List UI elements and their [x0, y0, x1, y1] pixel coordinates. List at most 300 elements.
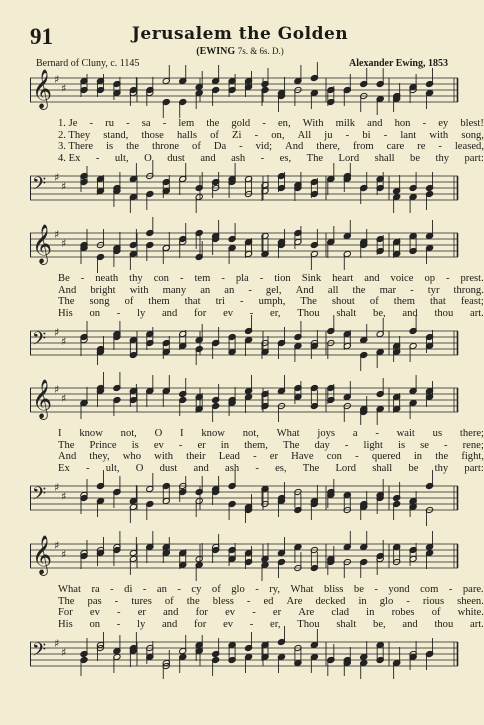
lyric-syllable: -	[344, 439, 349, 451]
lyric-syllable: shall	[374, 152, 395, 164]
lyric-syllable: con	[153, 273, 169, 284]
lyric-line	[58, 153, 484, 165]
lyric-line	[58, 308, 484, 320]
sharp-icon: ♯	[54, 637, 60, 650]
lyric-syllable: ly	[137, 307, 146, 319]
lyric-syllable: -	[89, 118, 94, 129]
lyric-syllable: -	[259, 273, 264, 284]
lyric-syllable: and	[364, 273, 380, 284]
lyric-syllable: blest!	[460, 118, 484, 129]
lyric-line	[58, 619, 484, 631]
lyric-syllable: be,	[373, 307, 386, 319]
treble-staff	[30, 225, 458, 273]
lyric-syllable: an	[200, 284, 211, 296]
lyric-syllable: white.	[457, 607, 484, 619]
treble-clef-icon: 𝄞	[32, 535, 53, 575]
lyric-syllable: pas	[87, 595, 102, 607]
lyric-syllable: thy	[129, 273, 143, 284]
sharp-icon: ♯	[61, 646, 67, 659]
lyric-syllable: The	[300, 296, 317, 308]
lyric-syllable: shalt	[336, 307, 357, 319]
lyric-syllable: be	[408, 462, 419, 474]
tune-name	[0, 46, 480, 57]
lyric-syllable: and	[161, 618, 178, 630]
lyric-syllable: With	[302, 118, 324, 129]
lyric-syllable: Ex	[58, 462, 70, 474]
lyric-syllable: and	[200, 152, 216, 164]
lyric-syllable: er	[272, 607, 282, 619]
lyric-syllable: Have	[291, 451, 314, 463]
lyric-syllable: -	[116, 307, 121, 319]
lyric-syllable: of	[369, 296, 379, 308]
lyric-syllable: with	[154, 451, 174, 463]
composer-credit: Alexander Ewing, 1853	[349, 58, 448, 69]
sharp-icon: ♯	[54, 326, 60, 339]
lyric-syllable: -	[95, 152, 100, 164]
lyric-syllable: -	[375, 428, 379, 439]
lyric-line	[58, 451, 484, 463]
lyric-syllable: the	[126, 141, 140, 153]
lyric-syllable: -	[255, 584, 259, 595]
lyric-syllable: feast;	[460, 296, 484, 308]
lyric-syllable: not,	[120, 428, 137, 439]
lyric-syllable: art.	[470, 618, 484, 630]
sharp-icon: ♯	[61, 180, 67, 193]
lyric-syllable: -	[85, 462, 90, 474]
lyric-syllable: wait	[396, 428, 415, 439]
lyric-syllable: for	[195, 607, 208, 619]
lyric-syllable: care	[386, 141, 405, 153]
lyric-syllable: Are	[286, 595, 303, 607]
lyric-syllable: For	[58, 607, 73, 619]
lyric-syllable: and	[402, 618, 418, 630]
lyric-syllable: -	[252, 607, 256, 619]
bass-clef-icon: 𝄢	[32, 640, 47, 665]
lyric-syllable: of	[164, 595, 174, 607]
lyric-syllable: The	[306, 152, 324, 164]
lyrics-block-2	[58, 273, 484, 319]
lyric-line	[58, 130, 484, 142]
lyric-syllable: And	[295, 284, 314, 296]
lyric-syllable: know	[201, 428, 225, 439]
lyric-syllable: bliss	[323, 584, 344, 595]
lyric-syllable: in	[366, 607, 375, 619]
lyric-syllable: ru	[105, 118, 114, 129]
lyric-syllable: 2. They	[58, 129, 91, 141]
sharp-icon: ♯	[61, 548, 67, 561]
lyric-syllable: gold	[231, 118, 251, 129]
lyric-syllable: -	[383, 129, 388, 141]
lyric-syllable: ult,	[105, 462, 120, 474]
lyric-syllable: Thou	[297, 307, 320, 319]
lyric-syllable: prest.	[460, 273, 484, 284]
lyric-syllable: hon	[394, 118, 411, 129]
lyric-syllable: part:	[464, 462, 484, 474]
lyric-syllable: thy	[435, 152, 450, 164]
lyric-syllable: com	[420, 584, 439, 595]
lyric-syllable: with	[129, 284, 149, 296]
lyric-syllable: -	[262, 118, 266, 129]
lyric-syllable: neath	[95, 273, 119, 284]
hymn-title: Jerusalem the Golden	[131, 24, 349, 44]
lyric-syllable: there;	[459, 428, 484, 439]
lyric-syllable: -	[345, 129, 350, 141]
lyric-syllable: O	[135, 462, 144, 474]
lyric-line	[58, 596, 484, 608]
sharp-icon: ♯	[54, 481, 60, 494]
lyric-syllable: tri	[215, 296, 225, 308]
lyric-syllable: Be	[58, 273, 70, 284]
lyric-syllable: Prince	[89, 439, 117, 451]
bass-staff	[30, 476, 458, 528]
lyric-syllable: with	[429, 129, 449, 141]
lyric-syllable: Lord	[338, 152, 360, 164]
lyric-syllable: be	[353, 584, 364, 595]
lyric-syllable: ev	[225, 607, 236, 619]
lyric-syllable: throng.	[453, 284, 484, 296]
lyric-syllable: What	[276, 428, 300, 439]
lyric-syllable: for	[193, 618, 207, 630]
lyric-syllable: art.	[470, 307, 484, 319]
treble-clef-icon: 𝄞	[32, 379, 53, 419]
lyric-syllable: the	[352, 284, 366, 296]
lyric-line	[58, 296, 484, 308]
lyric-line	[58, 463, 484, 475]
lyric-syllable: from	[353, 141, 374, 153]
lyric-syllable: song	[89, 296, 110, 308]
lyric-syllable: es,	[275, 462, 287, 474]
treble-clef-icon: 𝄞	[32, 69, 53, 109]
lyric-syllable: the	[206, 118, 220, 129]
lyric-syllable: glo	[379, 595, 394, 607]
tune-label: (EWING	[196, 46, 236, 57]
lyric-syllable: on	[89, 307, 101, 319]
treble-staff	[30, 380, 458, 428]
lyric-syllable: in	[413, 451, 423, 463]
lyric-syllable: umph,	[258, 296, 286, 308]
lyrics-block-1	[58, 118, 484, 164]
lyric-syllable: ly	[137, 618, 146, 630]
lyric-syllable: ash	[231, 152, 246, 164]
lyric-syllable: joys	[317, 428, 336, 439]
lyric-line	[58, 273, 484, 285]
lyric-syllable: voice	[390, 273, 414, 284]
lyric-line	[58, 141, 484, 153]
lyric-syllable: -	[448, 584, 453, 595]
lyric-syllable: mar	[379, 284, 397, 296]
lyric-syllable: se	[420, 439, 429, 451]
lyric-syllable: ev	[223, 618, 234, 630]
lyric-syllable: -	[110, 584, 114, 595]
lyric-syllable: and	[193, 462, 209, 474]
sharp-icon: ♯	[54, 171, 60, 184]
lyric-syllable: of	[124, 296, 134, 308]
sharp-icon: ♯	[54, 228, 60, 241]
lyric-syllable: throne	[152, 141, 180, 153]
lyrics-block-4	[58, 584, 484, 630]
lyric-syllable: Zi	[232, 129, 242, 141]
lyric-syllable: pare.	[462, 584, 484, 595]
lyric-syllable: re	[417, 141, 426, 153]
lyric-syllable: of	[192, 141, 201, 153]
lyric-syllable: thy	[434, 462, 449, 474]
lyric-syllable: The	[58, 595, 75, 607]
lyric-syllable: -	[221, 273, 225, 284]
lyric-syllable: The	[58, 439, 75, 451]
lyric-line	[58, 607, 484, 619]
meter-label: 7s. & 6s. D.)	[237, 46, 284, 56]
lyric-syllable: I	[58, 428, 62, 439]
lyric-syllable: -	[406, 595, 410, 607]
lyric-syllable: glo	[231, 584, 245, 595]
lyric-syllable: they,	[89, 451, 110, 463]
sharp-icon: ♯	[61, 490, 67, 503]
lyric-syllable: -	[253, 451, 257, 463]
lyric-syllable: yond	[388, 584, 410, 595]
lyric-syllable: con	[326, 451, 342, 463]
lyric-syllable: -	[446, 273, 450, 284]
lyric-syllable: I	[180, 428, 184, 439]
lyric-syllable: -	[117, 607, 121, 619]
lyric-syllable: en,	[277, 118, 291, 129]
lyric-syllable: not,	[242, 428, 259, 439]
lyric-syllable: in	[358, 595, 367, 607]
lyric-syllable: decked	[315, 595, 346, 607]
lyric-syllable: -	[260, 152, 265, 164]
lyric-syllable: on	[89, 618, 101, 630]
lyric-syllable: ed	[263, 595, 274, 607]
lyric-syllable: on,	[271, 129, 285, 141]
lyric-syllable: His	[58, 307, 73, 319]
lyric-syllable: sheen.	[457, 595, 484, 607]
lyric-syllable: es,	[279, 152, 292, 164]
lyric-syllable: bright	[90, 284, 116, 296]
lyric-syllable: in	[220, 439, 230, 451]
lyric-syllable: Lord	[335, 462, 357, 474]
lyric-syllable: op	[424, 273, 436, 284]
lyric-syllable: them	[393, 296, 415, 308]
treble-staff	[30, 536, 458, 584]
lyric-syllable: er,	[270, 307, 281, 319]
lyric-syllable: er	[197, 439, 206, 451]
sharp-icon: ♯	[61, 392, 67, 405]
lyric-syllable: leased,	[454, 141, 484, 153]
lyric-syllable: robes	[391, 607, 415, 619]
lyric-syllable: all	[327, 284, 339, 296]
lyric-syllable: 1. Je	[58, 118, 78, 129]
lyric-syllable: His	[58, 618, 73, 630]
lyric-syllable: What	[290, 584, 314, 595]
lyric-syllable: 4. Ex	[58, 152, 81, 164]
lyric-syllable: tyr	[427, 284, 440, 296]
lyric-syllable: The	[283, 439, 300, 451]
lyric-syllable: -	[246, 595, 251, 607]
lyric-syllable: be	[410, 152, 421, 164]
lyric-syllable: Lead	[218, 451, 240, 463]
lyric-syllable: that	[429, 296, 446, 308]
lyric-syllable: pla	[235, 273, 249, 284]
bass-staff	[30, 321, 458, 373]
lyric-syllable: ey	[438, 118, 449, 129]
bass-clef-icon: 𝄢	[32, 329, 47, 354]
lyric-syllable: The	[58, 296, 75, 308]
sharp-icon: ♯	[61, 335, 67, 348]
lyric-syllable: heart	[332, 273, 354, 284]
lyric-line	[58, 428, 484, 440]
lyric-syllable: and	[367, 118, 383, 129]
lyric-syllable: shall	[372, 462, 393, 474]
lyric-syllable: fight,	[461, 451, 484, 463]
lyric-syllable: stand,	[103, 129, 129, 141]
lyric-syllable: -	[240, 296, 244, 308]
lyric-syllable: milk	[335, 118, 356, 129]
sharp-icon: ♯	[54, 539, 60, 552]
lyric-syllable: -	[142, 584, 147, 595]
lyric-syllable: of	[211, 584, 221, 595]
lyric-syllable: thou	[434, 618, 454, 630]
sharp-icon: ♯	[61, 237, 67, 250]
lyric-syllable: -	[80, 273, 85, 284]
lyric-syllable: the	[186, 595, 200, 607]
lyric-syllable: -	[355, 451, 359, 463]
lyric-syllable: ju	[324, 129, 333, 141]
sharp-icon: ♯	[54, 383, 60, 396]
lyric-syllable: dust	[159, 462, 178, 474]
lyric-syllable: ev	[223, 307, 234, 319]
lyric-syllable: their	[186, 451, 206, 463]
bass-clef-icon: 𝄢	[32, 484, 47, 509]
lyric-syllable: a	[352, 428, 358, 439]
lyric-syllable: All	[297, 129, 312, 141]
lyric-syllable: er,	[270, 618, 281, 630]
lyric-syllable: tion	[274, 273, 291, 284]
lyric-syllable: -	[239, 141, 243, 153]
lyric-syllable: ra	[91, 584, 100, 595]
lyric-syllable: rene;	[462, 439, 484, 451]
lyric-syllable: -	[249, 618, 254, 630]
lyric-line	[58, 440, 484, 452]
treble-staff	[30, 70, 458, 118]
lyric-syllable: -	[410, 284, 414, 296]
lyric-syllable: -	[444, 439, 448, 451]
lyric-syllable: The	[302, 462, 320, 474]
lyric-syllable: clad	[331, 607, 350, 619]
lyric-syllable: them	[148, 296, 170, 308]
lyric-syllable: -	[255, 462, 259, 474]
lyric-syllable: Da	[213, 141, 227, 153]
lyric-line	[58, 118, 484, 130]
lyric-syllable: the	[435, 451, 449, 463]
lyric-syllable: and	[161, 307, 178, 319]
lyric-syllable: of	[210, 129, 219, 141]
bass-staff	[30, 166, 458, 218]
lyric-syllable: O	[144, 152, 152, 164]
bass-staff	[30, 632, 458, 684]
lyric-syllable: -	[126, 118, 130, 129]
lyric-syllable: gel,	[265, 284, 282, 296]
lyric-syllable: day	[314, 439, 330, 451]
lyric-syllable: there,	[316, 141, 341, 153]
lyric-syllable: vid;	[255, 141, 273, 153]
lyric-syllable: er	[269, 451, 279, 463]
lyric-syllable: tures	[131, 595, 152, 607]
sharp-icon: ♯	[61, 82, 67, 95]
lyric-syllable: -	[374, 584, 378, 595]
lyric-syllable: many	[162, 284, 187, 296]
lyric-syllable: for	[193, 307, 207, 319]
lyric-line	[58, 285, 484, 297]
lyric-syllable: light	[363, 439, 383, 451]
lyric-syllable: part:	[464, 152, 484, 164]
lyric-syllable: ev	[89, 607, 100, 619]
lyric-syllable: and	[402, 307, 418, 319]
lyric-syllable: of	[431, 607, 441, 619]
lyric-syllable: is	[131, 439, 139, 451]
lyric-syllable: -	[249, 307, 254, 319]
lyric-syllable: -	[248, 284, 252, 296]
lyric-syllable: -	[177, 584, 181, 595]
lyric-syllable: them,	[244, 439, 268, 451]
lyric-syllable: -	[178, 439, 183, 451]
lyric-syllable: lem	[178, 118, 195, 129]
lyric-syllable: tem	[194, 273, 211, 284]
lyric-syllable: shalt	[336, 618, 357, 630]
lyric-syllable: an	[156, 584, 167, 595]
lyric-syllable: ry,	[269, 584, 281, 595]
lyric-syllable: is	[106, 141, 114, 153]
lyric-syllable: know	[79, 428, 103, 439]
lyric-syllable: 3. There	[58, 141, 94, 153]
lyric-syllable: and	[163, 607, 179, 619]
lyric-syllable: Sink	[301, 273, 322, 284]
lyric-syllable: halls	[176, 129, 197, 141]
lyric-syllable: -	[162, 118, 167, 129]
lyric-syllable: -	[116, 618, 121, 630]
lyric-syllable: song,	[461, 129, 484, 141]
lyric-syllable: -	[438, 141, 442, 153]
sharp-icon: ♯	[54, 73, 60, 86]
lyric-syllable: that	[184, 296, 201, 308]
lyric-syllable: is	[398, 439, 406, 451]
lyric-syllable: dust	[167, 152, 185, 164]
lyric-syllable: -	[422, 118, 427, 129]
lyric-syllable: quered	[371, 451, 401, 463]
lyric-syllable: ev	[153, 439, 164, 451]
lyric-syllable: -	[114, 595, 119, 607]
lyric-syllable: rious	[422, 595, 445, 607]
lyric-syllable: shout	[331, 296, 355, 308]
lyric-syllable: -	[179, 273, 184, 284]
lyric-syllable: What	[58, 584, 81, 595]
lyrics-block-3	[58, 428, 484, 474]
lyric-syllable: be,	[373, 618, 386, 630]
lyric-syllable: O	[154, 428, 163, 439]
bass-clef-icon: 𝄢	[32, 174, 47, 199]
lyric-syllable: sa	[141, 118, 151, 129]
lyric-syllable: And	[285, 141, 304, 153]
lyric-syllable: ash	[225, 462, 240, 474]
treble-clef-icon: 𝄞	[32, 224, 53, 264]
lyric-syllable: an	[224, 284, 235, 296]
lyric-syllable: Are	[298, 607, 315, 619]
lyric-syllable: Thou	[297, 618, 320, 630]
lyric-syllable: cy	[191, 584, 202, 595]
lyric-line	[58, 584, 484, 596]
author-credit: Bernard of Cluny, c. 1145	[36, 58, 140, 69]
lyric-syllable: bless	[212, 595, 234, 607]
lyric-syllable: -	[254, 129, 259, 141]
lyric-syllable: lant	[400, 129, 417, 141]
